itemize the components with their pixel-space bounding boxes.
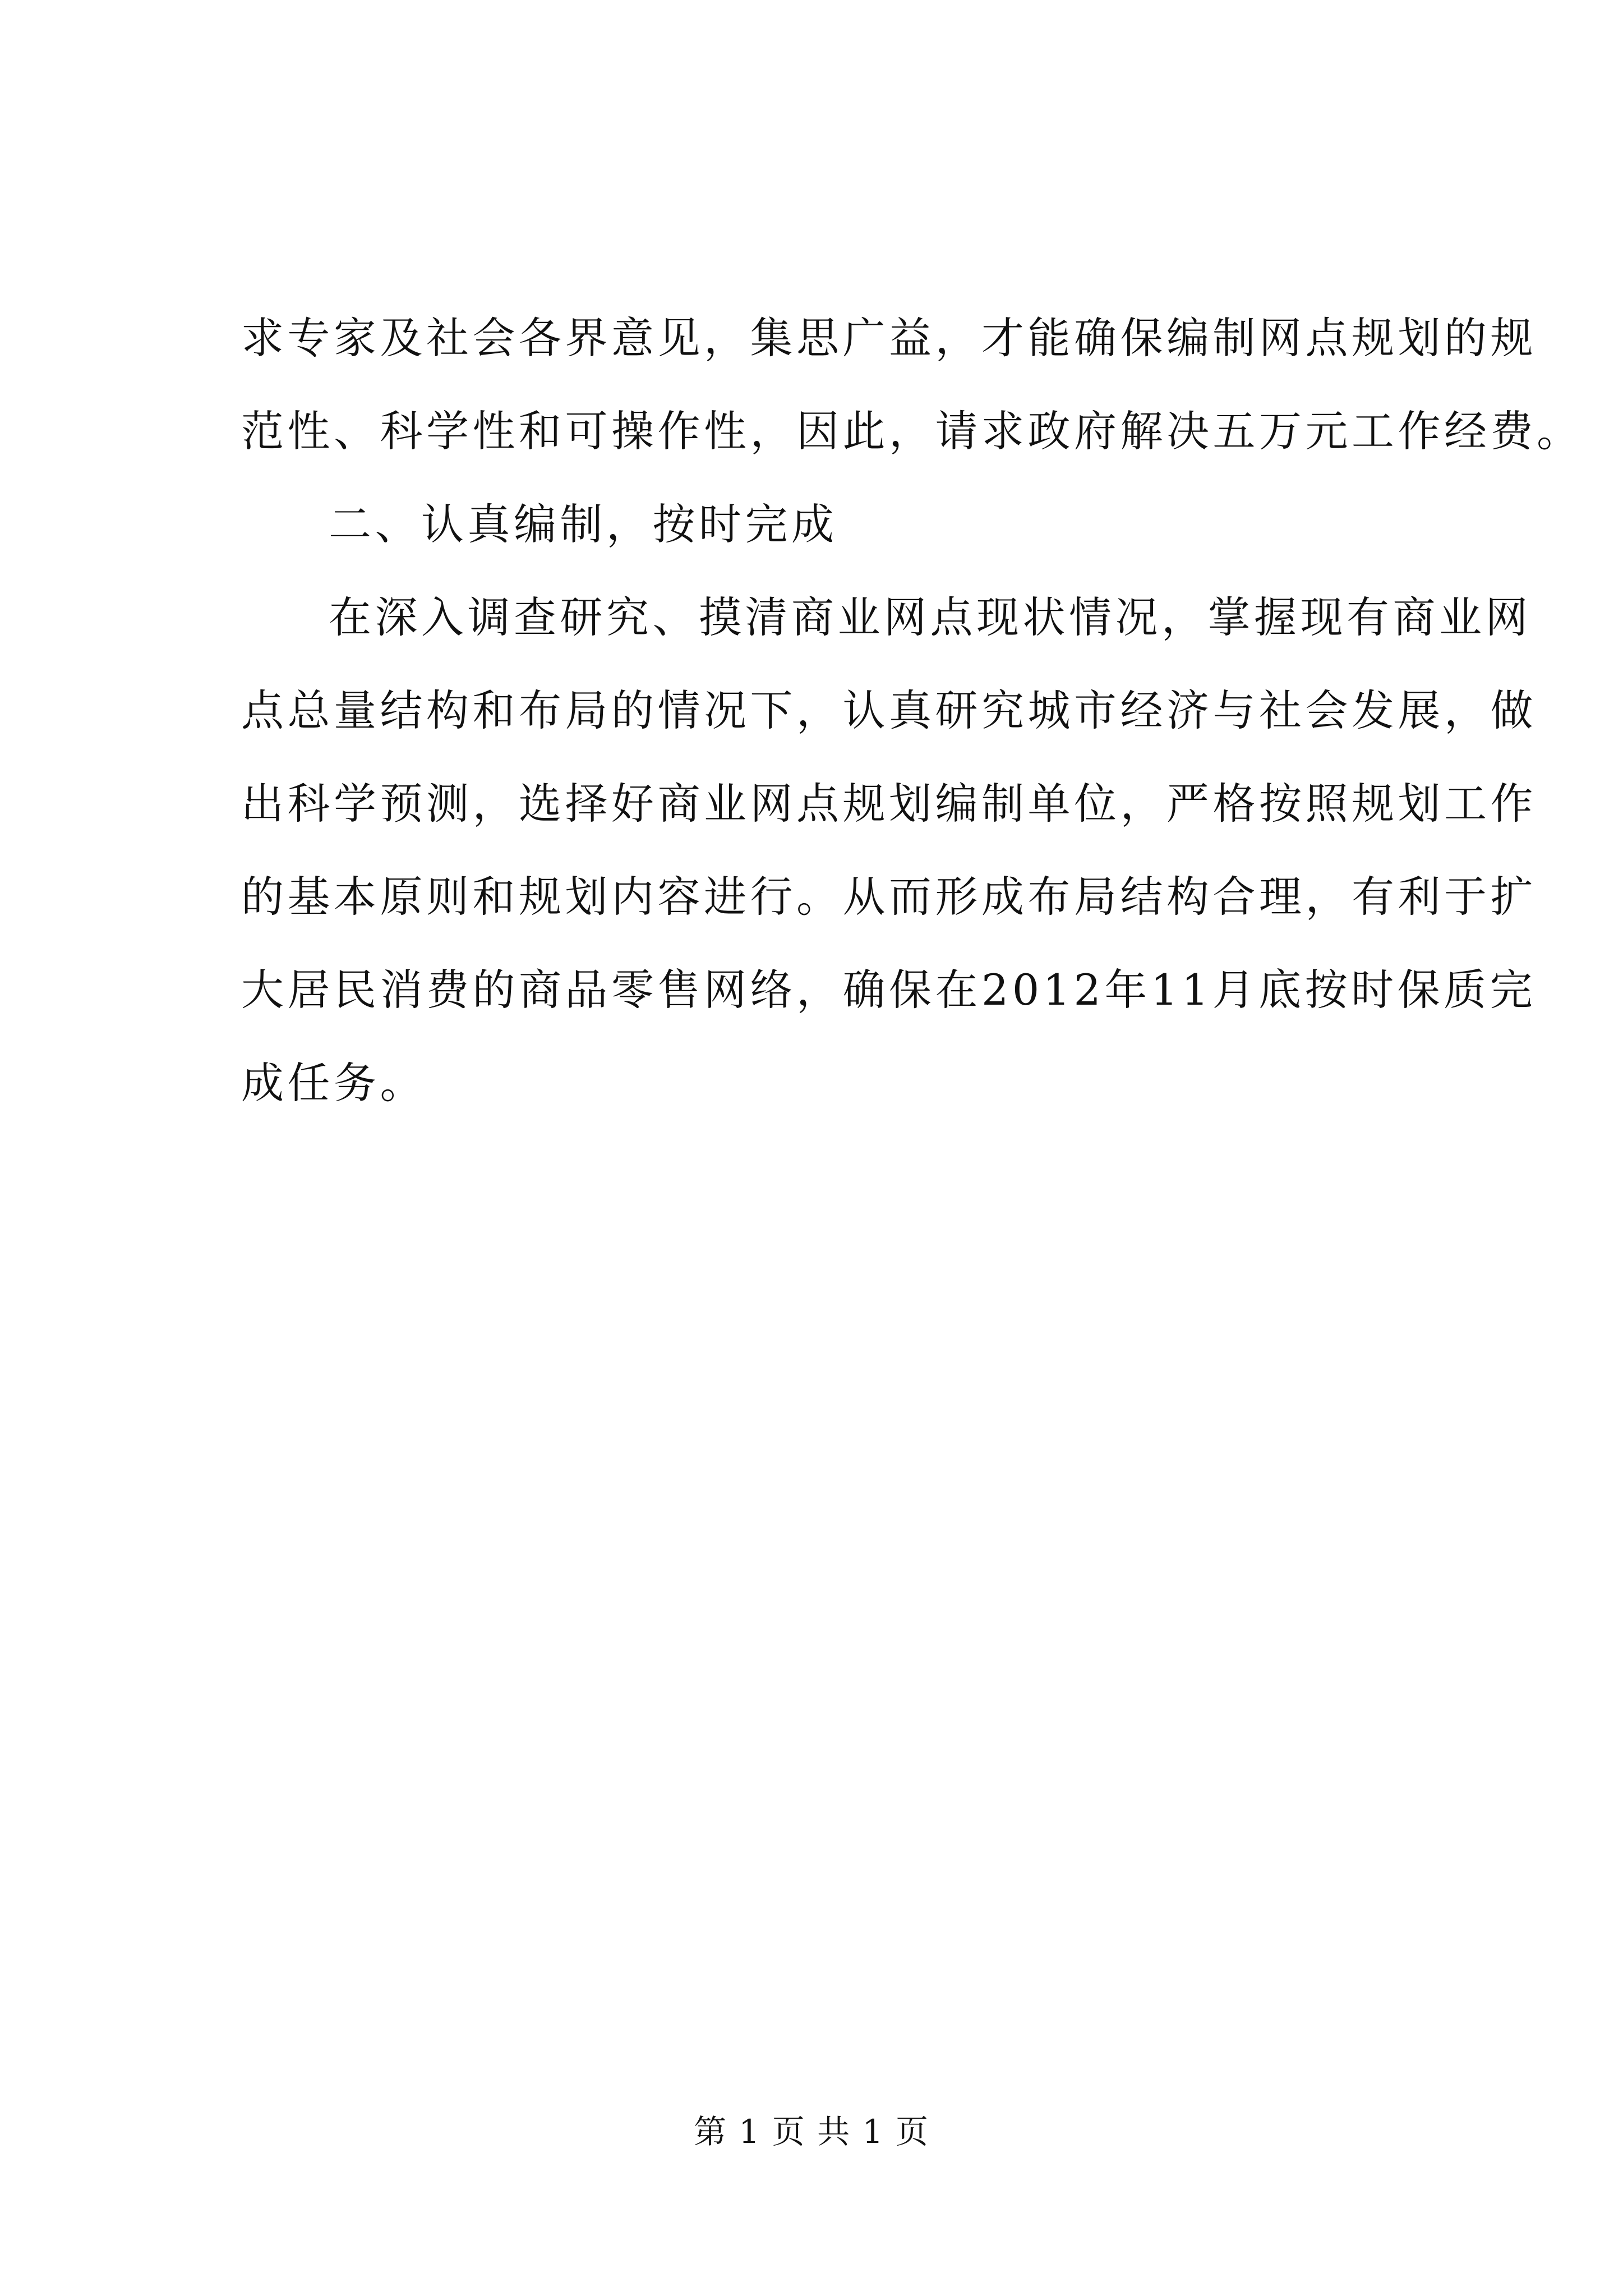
text-line-6: 出科学预测，选择好商业网点规划编制单位，严格按照规划工作 xyxy=(241,779,1537,829)
page-footer: 第 1 页 共 1 页 xyxy=(694,2113,929,2151)
text-line-2: 范性、科学性和可操作性，因此，请求政府解决五万元工作经费。 xyxy=(241,406,1583,456)
text-line-9: 成任务。 xyxy=(241,1058,426,1108)
section-heading: 二、认真编制，按时完成 xyxy=(329,499,838,549)
document-body xyxy=(241,292,1583,1130)
text-line-4: 在深入调查研究、摸清商业网点现状情况，掌握现有商业网 xyxy=(329,592,1532,642)
text-line-7: 的基本原则和规划内容进行。从而形成布局结构合理，有利于扩 xyxy=(241,872,1537,922)
text-line-5: 点总量结构和布局的情况下，认真研究城市经济与社会发展，做 xyxy=(241,685,1537,735)
text-line-8: 大居民消费的商品零售网络，确保在2012年11月底按时保质完 xyxy=(241,965,1537,1015)
text-line-1: 求专家及社会各界意见，集思广益，才能确保编制网点规划的规 xyxy=(241,313,1537,363)
